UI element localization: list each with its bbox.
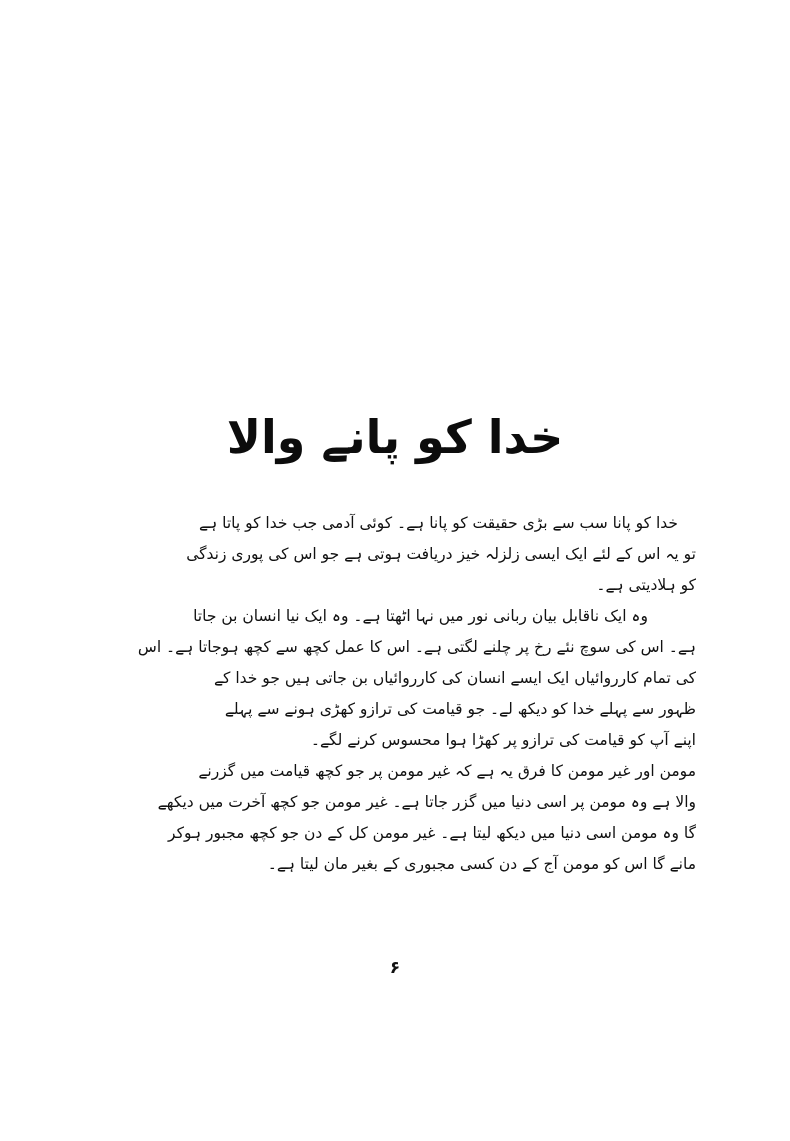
text-line: ظہور سے پہلے خدا کو دیکھ لے۔ جو قیامت کی ترازو کھڑی ہونے سے پہلے: [224, 700, 696, 718]
text-line: والا ہے وہ مومن پر اسی دنیا میں گزر جاتا ہے۔ غیر مومن جو کچھ آخرت میں دیکھے: [157, 793, 696, 811]
chapter-title: خدا کو پانے والا: [226, 410, 564, 464]
paragraph-2: [112, 601, 696, 756]
text-line: تو یہ اس کے لئے ایک ایسی زلزلہ خیز دریافت ہوتی ہے جو اس کی پوری زندگی: [186, 545, 696, 563]
text-line: وہ ایک ناقابل بیان ربانی نور میں نہا اٹھتا ہے۔ وہ ایک نیا انسان بن جاتا: [193, 607, 648, 625]
text-line: ہے۔ اس کی سوچ نئے رخ پر چلنے لگتی ہے۔ اس کا عمل کچھ سے کچھ ہوجاتا ہے۔ اس: [137, 638, 696, 656]
paragraph-1: [112, 508, 696, 601]
text-line: کی تمام کارروائیاں ایک ایسے انسان کی کارروائیاں بن جاتی ہیں جو خدا کے: [213, 669, 696, 687]
text-line: گا وہ مومن اسی دنیا میں دیکھ لیتا ہے۔ غیر مومن کل کے دن جو کچھ مجبور ہوکر: [168, 824, 696, 842]
text-line: اپنے آپ کو قیامت کی ترازو پر کھڑا ہوا محسوس کرنے لگے۔: [310, 731, 696, 749]
page-number: ۶: [389, 958, 401, 978]
body-text: [112, 508, 696, 880]
text-line: مانے گا اس کو مومن آج کے دن کسی مجبوری کے بغیر مان لیتا ہے۔: [267, 855, 696, 873]
text-line: مومن اور غیر مومن کا فرق یہ ہے کہ غیر مومن پر جو کچھ قیامت میں گزرنے: [198, 762, 696, 780]
text-line: خدا کو پانا سب سے بڑی حقیقت کو پانا ہے۔ کوئی آدمی جب خدا کو پاتا ہے: [199, 514, 678, 532]
paragraph-3: [112, 756, 696, 880]
text-line: کو ہلادیتی ہے۔: [596, 576, 696, 594]
